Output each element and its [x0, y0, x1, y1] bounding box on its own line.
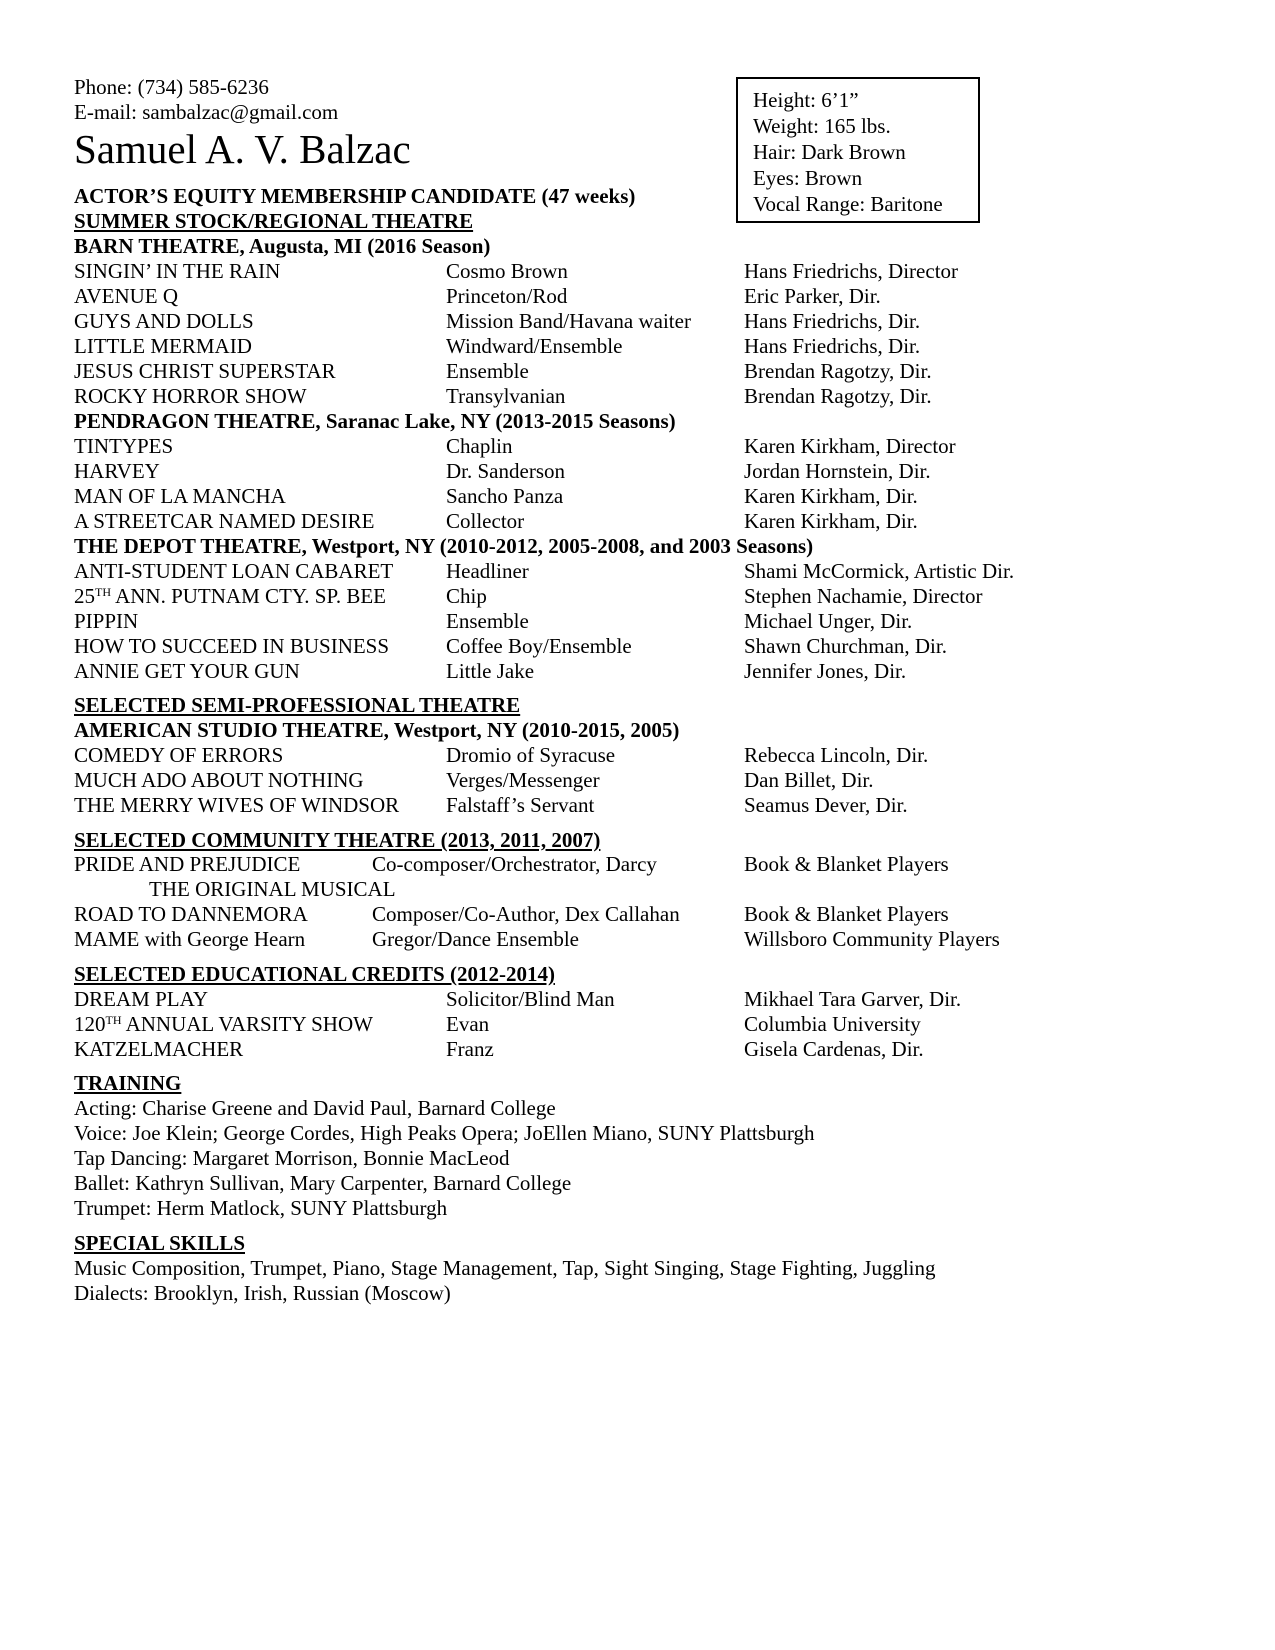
credit-role: Gregor/Dance Ensemble [372, 927, 579, 951]
credit-show: COMEDY OF ERRORS [74, 743, 284, 767]
section-heading-semi-professional: SELECTED SEMI-PROFESSIONAL THEATRE [74, 693, 521, 717]
actor-name: Samuel A. V. Balzac [74, 126, 411, 172]
credit-company: Willsboro Community Players [744, 927, 1000, 951]
credit-role: Transylvanian [446, 384, 566, 408]
training-line: Acting: Charise Greene and David Paul, Barnard College [74, 1096, 556, 1120]
section-heading-special-skills: SPECIAL SKILLS [74, 1231, 245, 1255]
credit-director: Rebecca Lincoln, Dir. [744, 743, 929, 767]
credit-show: PRIDE AND PREJUDICE [74, 852, 301, 876]
credit-role: Evan [446, 1012, 490, 1036]
credit-director: Hans Friedrichs, Dir. [744, 334, 921, 358]
credit-show: ANNIE GET YOUR GUN [74, 659, 300, 683]
credit-show: JESUS CHRIST SUPERSTAR [74, 359, 336, 383]
credit-show: PIPPIN [74, 609, 139, 633]
credit-show: ANTI-STUDENT LOAN CABARET [74, 559, 394, 583]
credit-director: Jennifer Jones, Dir. [744, 659, 907, 683]
credit-director: Gisela Cardenas, Dir. [744, 1037, 924, 1061]
show-title-rest: ANNUAL VARSITY SHOW [121, 1012, 373, 1036]
ordinal-suffix: TH [105, 1013, 122, 1027]
credit-director: Brendan Ragotzy, Dir. [744, 384, 932, 408]
section-heading-summer-stock: SUMMER STOCK/REGIONAL THEATRE [74, 209, 474, 233]
credit-show: A STREETCAR NAMED DESIRE [74, 509, 375, 533]
credit-show: HARVEY [74, 459, 160, 483]
credit-director: Dan Billet, Dir. [744, 768, 874, 792]
credit-company: Book & Blanket Players [744, 902, 949, 926]
credit-director: Hans Friedrichs, Dir. [744, 309, 921, 333]
credit-director: Karen Kirkham, Dir. [744, 484, 918, 508]
stat-eyes: Eyes: Brown [753, 166, 863, 190]
credit-role: Sancho Panza [446, 484, 564, 508]
credit-role: Princeton/Rod [446, 284, 568, 308]
credit-show [74, 584, 386, 609]
ordinal-number: 120 [74, 1012, 106, 1036]
credit-role: Composer/Co-Author, Dex Callahan [372, 902, 680, 926]
training-line: Trumpet: Herm Matlock, SUNY Plattsburgh [74, 1196, 448, 1220]
ordinal-suffix: TH [95, 585, 111, 599]
ordinal-number: 25 [74, 584, 95, 608]
credit-show-subtitle: THE ORIGINAL MUSICAL [149, 877, 396, 901]
credit-show: THE MERRY WIVES OF WINDSOR [74, 793, 400, 817]
credit-role: Franz [446, 1037, 494, 1061]
credit-show: ROAD TO DANNEMORA [74, 902, 308, 926]
credit-director: Mikhael Tara Garver, Dir. [744, 987, 962, 1011]
stat-height: Height: 6’1” [753, 88, 859, 112]
stat-weight: Weight: 165 lbs. [753, 114, 891, 138]
credit-director: Shawn Churchman, Dir. [744, 634, 947, 658]
stat-hair: Hair: Dark Brown [753, 140, 906, 164]
email-line: E-mail: sambalzac@gmail.com [74, 100, 339, 124]
credit-role: Dromio of Syracuse [446, 743, 616, 767]
credit-show: KATZELMACHER [74, 1037, 244, 1061]
credit-role: Chaplin [446, 434, 513, 458]
credit-director: Hans Friedrichs, Director [744, 259, 959, 283]
company-title-depot: THE DEPOT THEATRE, Westport, NY (2010-2012, 2005-2008, and 2003 Seasons) [74, 534, 814, 558]
company-title-pendragon: PENDRAGON THEATRE, Saranac Lake, NY (2013-2015 Seasons) [74, 409, 676, 433]
credit-role: Verges/Messenger [446, 768, 600, 792]
credit-role: Ensemble [446, 609, 529, 633]
training-line: Tap Dancing: Margaret Morrison, Bonnie MacLeod [74, 1146, 510, 1170]
credit-show: MAN OF LA MANCHA [74, 484, 286, 508]
credit-role: Solicitor/Blind Man [446, 987, 615, 1011]
credit-director: Karen Kirkham, Dir. [744, 509, 918, 533]
company-title-barn: BARN THEATRE, Augusta, MI (2016 Season) [74, 234, 491, 258]
credit-institution: Columbia University [744, 1012, 921, 1036]
credit-show: ROCKY HORROR SHOW [74, 384, 307, 408]
training-line: Voice: Joe Klein; George Cordes, High Peaks Opera; JoEllen Miano, SUNY Plattsburgh [74, 1121, 815, 1145]
credit-role: Windward/Ensemble [446, 334, 623, 358]
credit-role: Chip [446, 584, 487, 608]
credit-role: Cosmo Brown [446, 259, 568, 283]
credit-show: SINGIN’ IN THE RAIN [74, 259, 281, 283]
credit-director: Stephen Nachamie, Director [744, 584, 983, 608]
credit-role: Coffee Boy/Ensemble [446, 634, 632, 658]
section-heading-community: SELECTED COMMUNITY THEATRE (2013, 2011, 2007) [74, 828, 601, 852]
credit-role: Ensemble [446, 359, 529, 383]
credit-show: AVENUE Q [74, 284, 179, 308]
section-heading-educational: SELECTED EDUCATIONAL CREDITS (2012-2014) [74, 962, 555, 986]
phone-line: Phone: (734) 585-6236 [74, 75, 269, 99]
credit-role: Mission Band/Havana waiter [446, 309, 691, 333]
credit-role: Little Jake [446, 659, 535, 683]
credit-show: GUYS AND DOLLS [74, 309, 254, 333]
credit-role: Headliner [446, 559, 529, 583]
equity-line: ACTOR’S EQUITY MEMBERSHIP CANDIDATE (47 weeks) [74, 184, 636, 208]
credit-director: Seamus Dever, Dir. [744, 793, 908, 817]
training-line: Ballet: Kathryn Sullivan, Mary Carpenter, Barnard College [74, 1171, 572, 1195]
credit-show: DREAM PLAY [74, 987, 208, 1011]
show-title-rest: ANN. PUTNAM CTY. SP. BEE [111, 584, 386, 608]
credit-director: Karen Kirkham, Director [744, 434, 956, 458]
credit-director: Jordan Hornstein, Dir. [744, 459, 931, 483]
credit-role: Co-composer/Orchestrator, Darcy [372, 852, 657, 876]
credit-show: TINTYPES [74, 434, 174, 458]
stats-box [736, 77, 980, 223]
credit-show: MUCH ADO ABOUT NOTHING [74, 768, 364, 792]
credit-director: Shami McCormick, Artistic Dir. [744, 559, 1015, 583]
credit-director: Eric Parker, Dir. [744, 284, 881, 308]
credit-director: Brendan Ragotzy, Dir. [744, 359, 932, 383]
credit-show: LITTLE MERMAID [74, 334, 252, 358]
credit-role: Collector [446, 509, 525, 533]
credit-company: Book & Blanket Players [744, 852, 949, 876]
stat-vocal-range: Vocal Range: Baritone [753, 192, 943, 216]
credit-director: Michael Unger, Dir. [744, 609, 913, 633]
skills-line: Dialects: Brooklyn, Irish, Russian (Moscow) [74, 1281, 451, 1305]
credit-show [74, 1012, 373, 1037]
credit-role: Dr. Sanderson [446, 459, 565, 483]
skills-line: Music Composition, Trumpet, Piano, Stage Management, Tap, Sight Singing, Stage Fighting, Juggling [74, 1256, 936, 1280]
credit-show: HOW TO SUCCEED IN BUSINESS [74, 634, 390, 658]
credit-show: MAME with George Hearn [74, 927, 306, 951]
credit-role: Falstaff’s Servant [446, 793, 595, 817]
company-title-american-studio: AMERICAN STUDIO THEATRE, Westport, NY (2010-2015, 2005) [74, 718, 680, 742]
section-heading-training: TRAINING [74, 1071, 182, 1095]
